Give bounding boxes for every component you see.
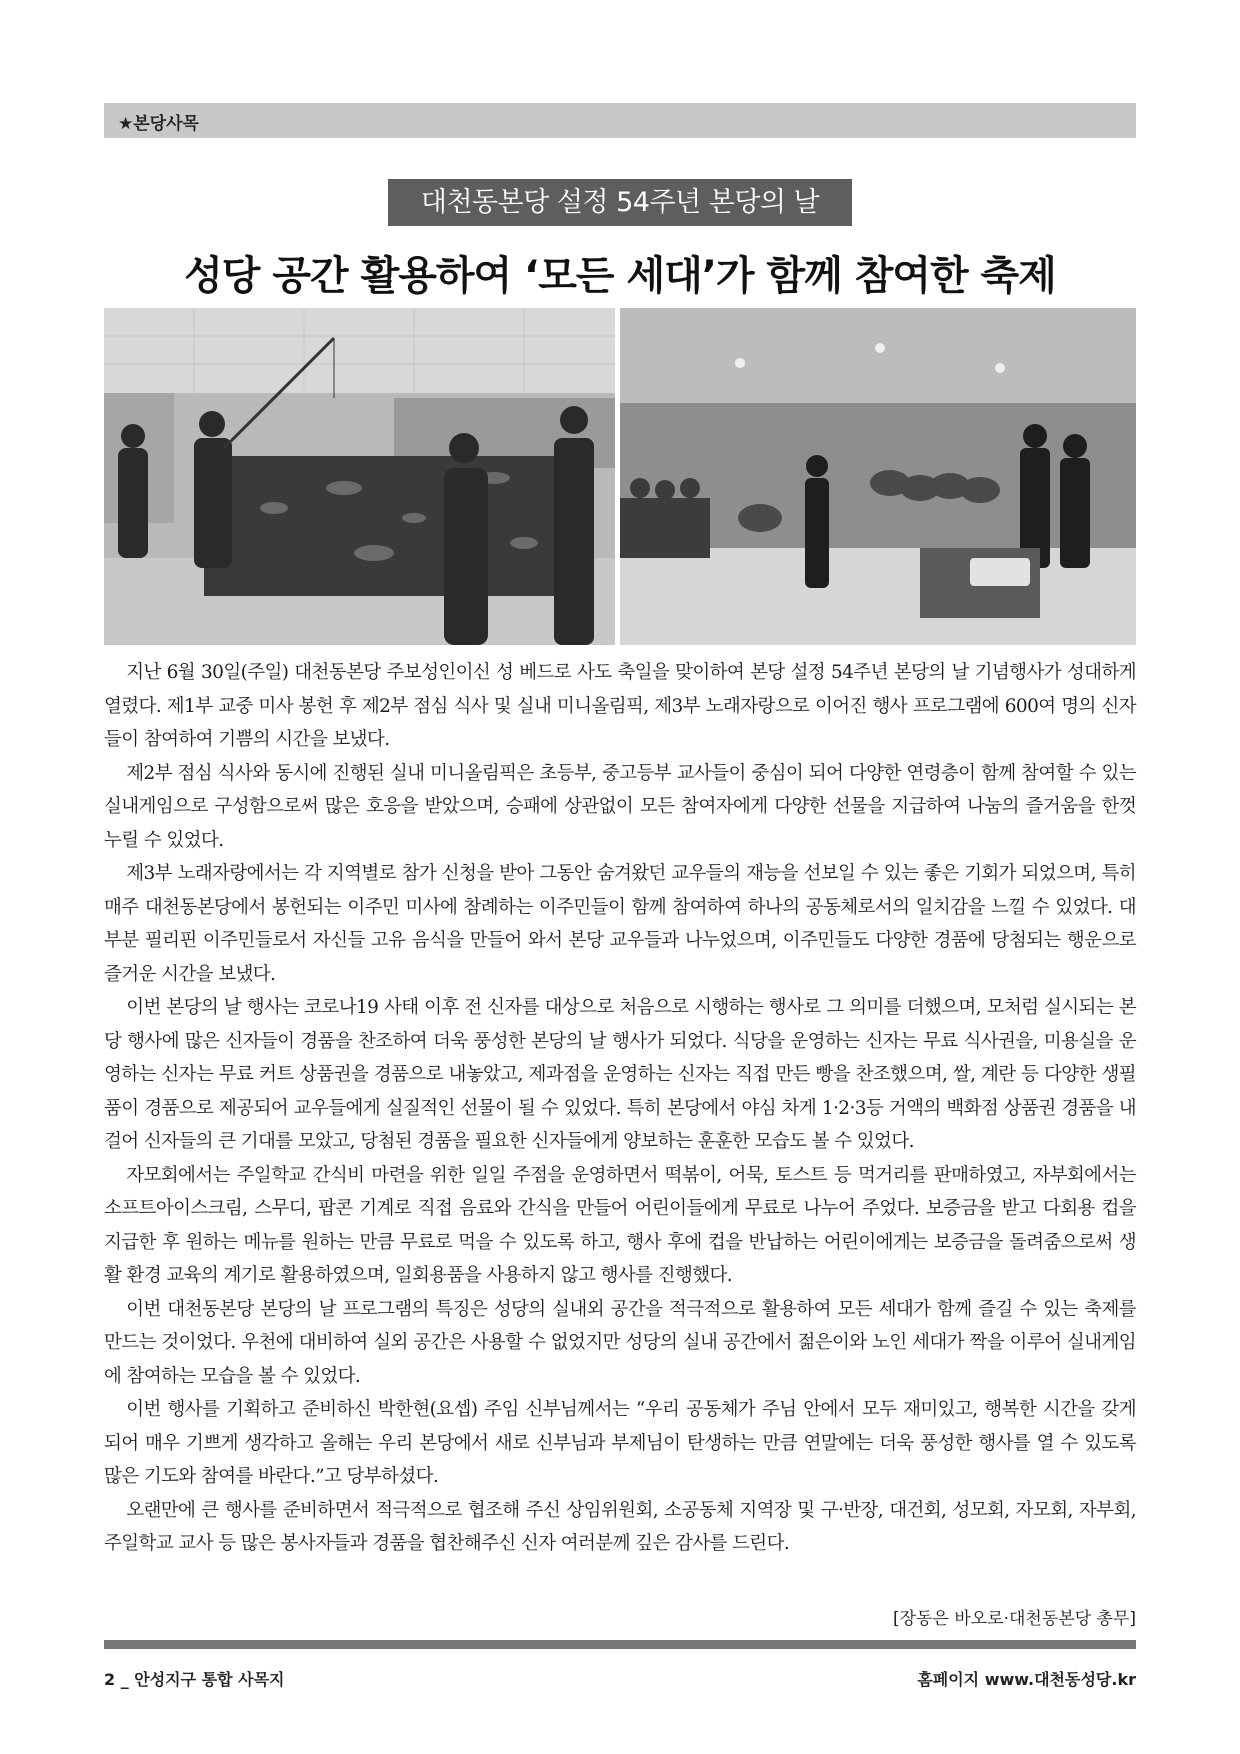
- article-paragraph: 오랜만에 큰 행사를 준비하면서 적극적으로 협조해 주신 상임위원회, 소공동체 지역장 및 구·반장, 대건회, 성모회, 자모회, 자부회, 주일학교 교사 등 많은 봉사자들과 경품을 협찬해주신 신자 여러분께 깊은 감사를 드린다.: [104, 1499, 1136, 1554]
- article-body: [104, 656, 1136, 1561]
- article-subtitle: 대천동본당 설정 54주년 본당의 날: [388, 179, 852, 226]
- article-paragraph: 이번 행사를 기획하고 준비하신 박한현(요셉) 주임 신부님께서는 “우리 공동체가 주님 안에서 모두 재미있고, 행복한 시간을 갖게 되어 매우 기쁘게 생각하고 올해는 우리 본당에서 새로 신부님과 부제님이 탄생하는 만큼 연말에는 더욱 풍성한 행사를 열 수 있도록 많은 기도와 참여를 바란다.”고 당부하셨다.: [104, 1399, 1136, 1487]
- article-paragraph: 지난 6월 30일(주일) 대천동본당 주보성인이신 성 베드로 사도 축일을 맞이하여 본당 설정 54주년 본당의 날 기념행사가 성대하게 열렸다. 제1부 교중 미사 봉헌 후 제2부 점심 식사 및 실내 미니올림픽, 제3부 노래자랑으로 이어진 행사 프로그램에 600여 명의 신자들이 참여하여 기쁨의 시간을 보냈다.: [104, 662, 1136, 750]
- section-label: ★본당사목: [118, 114, 199, 134]
- footer-homepage: 홈페이지 www.대천동성당.kr: [917, 1670, 1136, 1689]
- section-header-bar: [104, 103, 1136, 138]
- footer-rule: [104, 1640, 1136, 1649]
- article-paragraph: 제2부 점심 식사와 동시에 진행된 실내 미니올림픽은 초등부, 중고등부 교사들이 중심이 되어 다양한 연령층이 함께 참여할 수 있는 실내게임으로 구성함으로써 많은 호응을 받았으며, 승패에 상관없이 모든 참여자에게 다양한 선물을 지급하여 나눔의 즐거움을 한껏 누릴 수 있었다.: [104, 762, 1136, 851]
- article-paragraph: 이번 대천동본당 본당의 날 프로그램의 특징은 성당의 실내외 공간을 적극적으로 활용하여 모든 세대가 함께 즐길 수 있는 축제를 만드는 것이었다. 우천에 대비하여 실외 공간은 사용할 수 없었지만 성당의 실내 공간에서 젊은이와 노인 세대가 짝을 이루어 실내게임에 참여하는 모습을 볼 수 있었다.: [104, 1298, 1136, 1387]
- article-headline: 성당 공간 활용하여 ‘모든 세대’가 함께 참여한 축제: [184, 253, 1056, 299]
- photo-drum-performance: [620, 308, 1136, 645]
- photo-drum-performance-image: [620, 308, 1136, 645]
- photo-aquarium-game: [104, 308, 615, 645]
- article-paragraph: 자모회에서는 주일학교 간식비 마련을 위한 일일 주점을 운영하면서 떡볶이, 어묵, 토스트 등 먹거리를 판매하였고, 자부회에서는 소프트아이스크림, 스무디, 팝콘 기계로 직접 음료와 간식을 만들어 어린이들에게 무료로 나누어 주었다. 보증금을 받고 다회용 컵을 지급한 후 원하는 메뉴를 원하는 만큼 무료로 먹을 수 있도록 하고, 행사 후에 컵을 반납하는 어린이에게는 보증금을 돌려줌으로써 생활 환경 교육의 계기로 활용하였으며, 일회용품을 사용하지 않고 행사를 진행했다.: [104, 1164, 1136, 1286]
- article-paragraph: 제3부 노래자랑에서는 각 지역별로 참가 신청을 받아 그동안 숨겨왔던 교우들의 재능을 선보일 수 있는 좋은 기회가 되었으며, 특히 매주 대천동본당에서 봉헌되는 이주민 미사에 참례하는 이주민들이 함께 참여하여 하나의 공동체로서의 일치감을 느낄 수 있었다. 대부분 필리핀 이주민들로서 자신들 고유 음식을 만들어 와서 본당 교우들과 나누었으며, 이주민들도 다양한 경품에 당첨되는 행운으로 즐거운 시간을 보냈다.: [104, 863, 1136, 985]
- photo-aquarium-game-image: [104, 308, 615, 645]
- footer-page-info: 2 _ 안성지구 통합 사목지: [104, 1670, 285, 1689]
- article-paragraph: 이번 본당의 날 행사는 코로나19 사태 이후 전 신자를 대상으로 처음으로 시행하는 행사로 그 의미를 더했으며, 모처럼 실시되는 본당 행사에 많은 신자들이 경품을 찬조하여 더욱 풍성한 본당의 날 행사가 되었다. 식당을 운영하는 신자는 무료 식사권을, 미용실을 운영하는 신자는 무료 커트 상품권을 경품으로 내놓았고, 제과점을 운영하는 신자는 직접 만든 빵을 찬조했으며, 쌀, 계란 등 다양한 생필품이 경품으로 제공되어 교우들에게 실질적인 선물이 될 수 있었다. 특히 본당에서 야심 차게 1·2·3등 거액의 백화점 상품권 경품을 내걸어 신자들의 큰 기대를 모았고, 당첨된 경품을 필요한 신자들에게 양보하는 훈훈한 모습도 볼 수 있었다.: [104, 997, 1136, 1152]
- article-byline: [장동은 바오로·대천동본당 총무]: [893, 1609, 1136, 1629]
